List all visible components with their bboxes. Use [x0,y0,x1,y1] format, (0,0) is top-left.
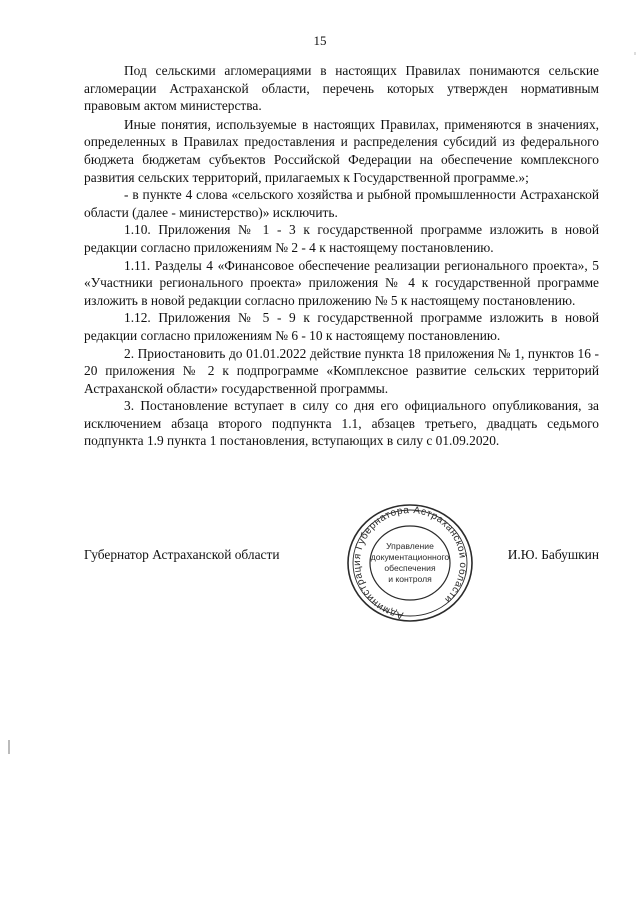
body-text [84,62,599,450]
stamp-seal-icon [345,502,475,624]
stamp-line-3: обеспечения [384,563,436,573]
stamp-ring-text: Администрация Губернатора Астраханской области [351,504,469,621]
signatory-position: Губернатор Астраханской области [84,547,280,562]
signatory-name: И.Ю. Бабушкин [507,547,599,562]
paragraph-1-12: 1.12. Приложения № 5 - 9 к государственной программе изложить в новой редакции согласно приложениям № 6 - 10 к настоящему постановлению. [84,310,599,343]
stamp-line-1: Управление [386,541,434,551]
stamp-line-4: и контроля [388,574,432,584]
stamp-line-2: документационного [370,552,450,562]
paragraph-1-11: 1.11. Разделы 4 «Финансовое обеспечение реализации регионального проекта», 5 «Участники регионального проекта» приложения № 4 к государственной программе изложить в новой редакции согласно приложению № 5 к настоящему постановлению. [84,257,599,308]
paragraph-point-4: - в пункте 4 слова «сельского хозяйства и рыбной промышленности Астраханской области (далее - министерство)» исключить. [84,187,599,220]
scan-artifact [8,740,10,754]
paragraph-1-10: 1.10. Приложения № 1 - 3 к государственной программе изложить в новой редакции согласно приложениям № 2 - 4 к настоящему постановлению. [84,222,599,255]
paragraph-other-terms: Иные понятия, используемые в настоящих Правилах, применяются в значениях, определенных в Правилах предоставления и распределения субсидий из федерального бюджета бюджетам субъектов Российской Федерации на обеспечение комплексного развития сельских территорий, прилагаемых к Государственной программе.»; [84,116,599,185]
paragraph-3: 3. Постановление вступает в силу со дня его официального опубликования, за исключением абзаца второго подпункта 1.1, абзацев третьего, двадцать седьмого подпункта 1.9 пункта 1 постановления, вступающих в силу с 01.09.2020. [84,398,599,449]
scan-artifact [634,52,636,55]
paragraph-agglomerations: Под сельскими агломерациями в настоящих Правилах понимаются сельские агломерации Астраханской области, перечень которых утвержден нормативным правовым актом министерства. [84,63,599,114]
paragraph-2: 2. Приостановить до 01.01.2022 действие пункта 18 приложения № 1, пунктов 16 - 20 приложения № 2 к подпрограмме «Комплексное развитие сельских территорий Астраханской области» государственной программы. [84,345,599,396]
official-stamp [345,502,475,624]
page-number: 15 [313,33,327,48]
